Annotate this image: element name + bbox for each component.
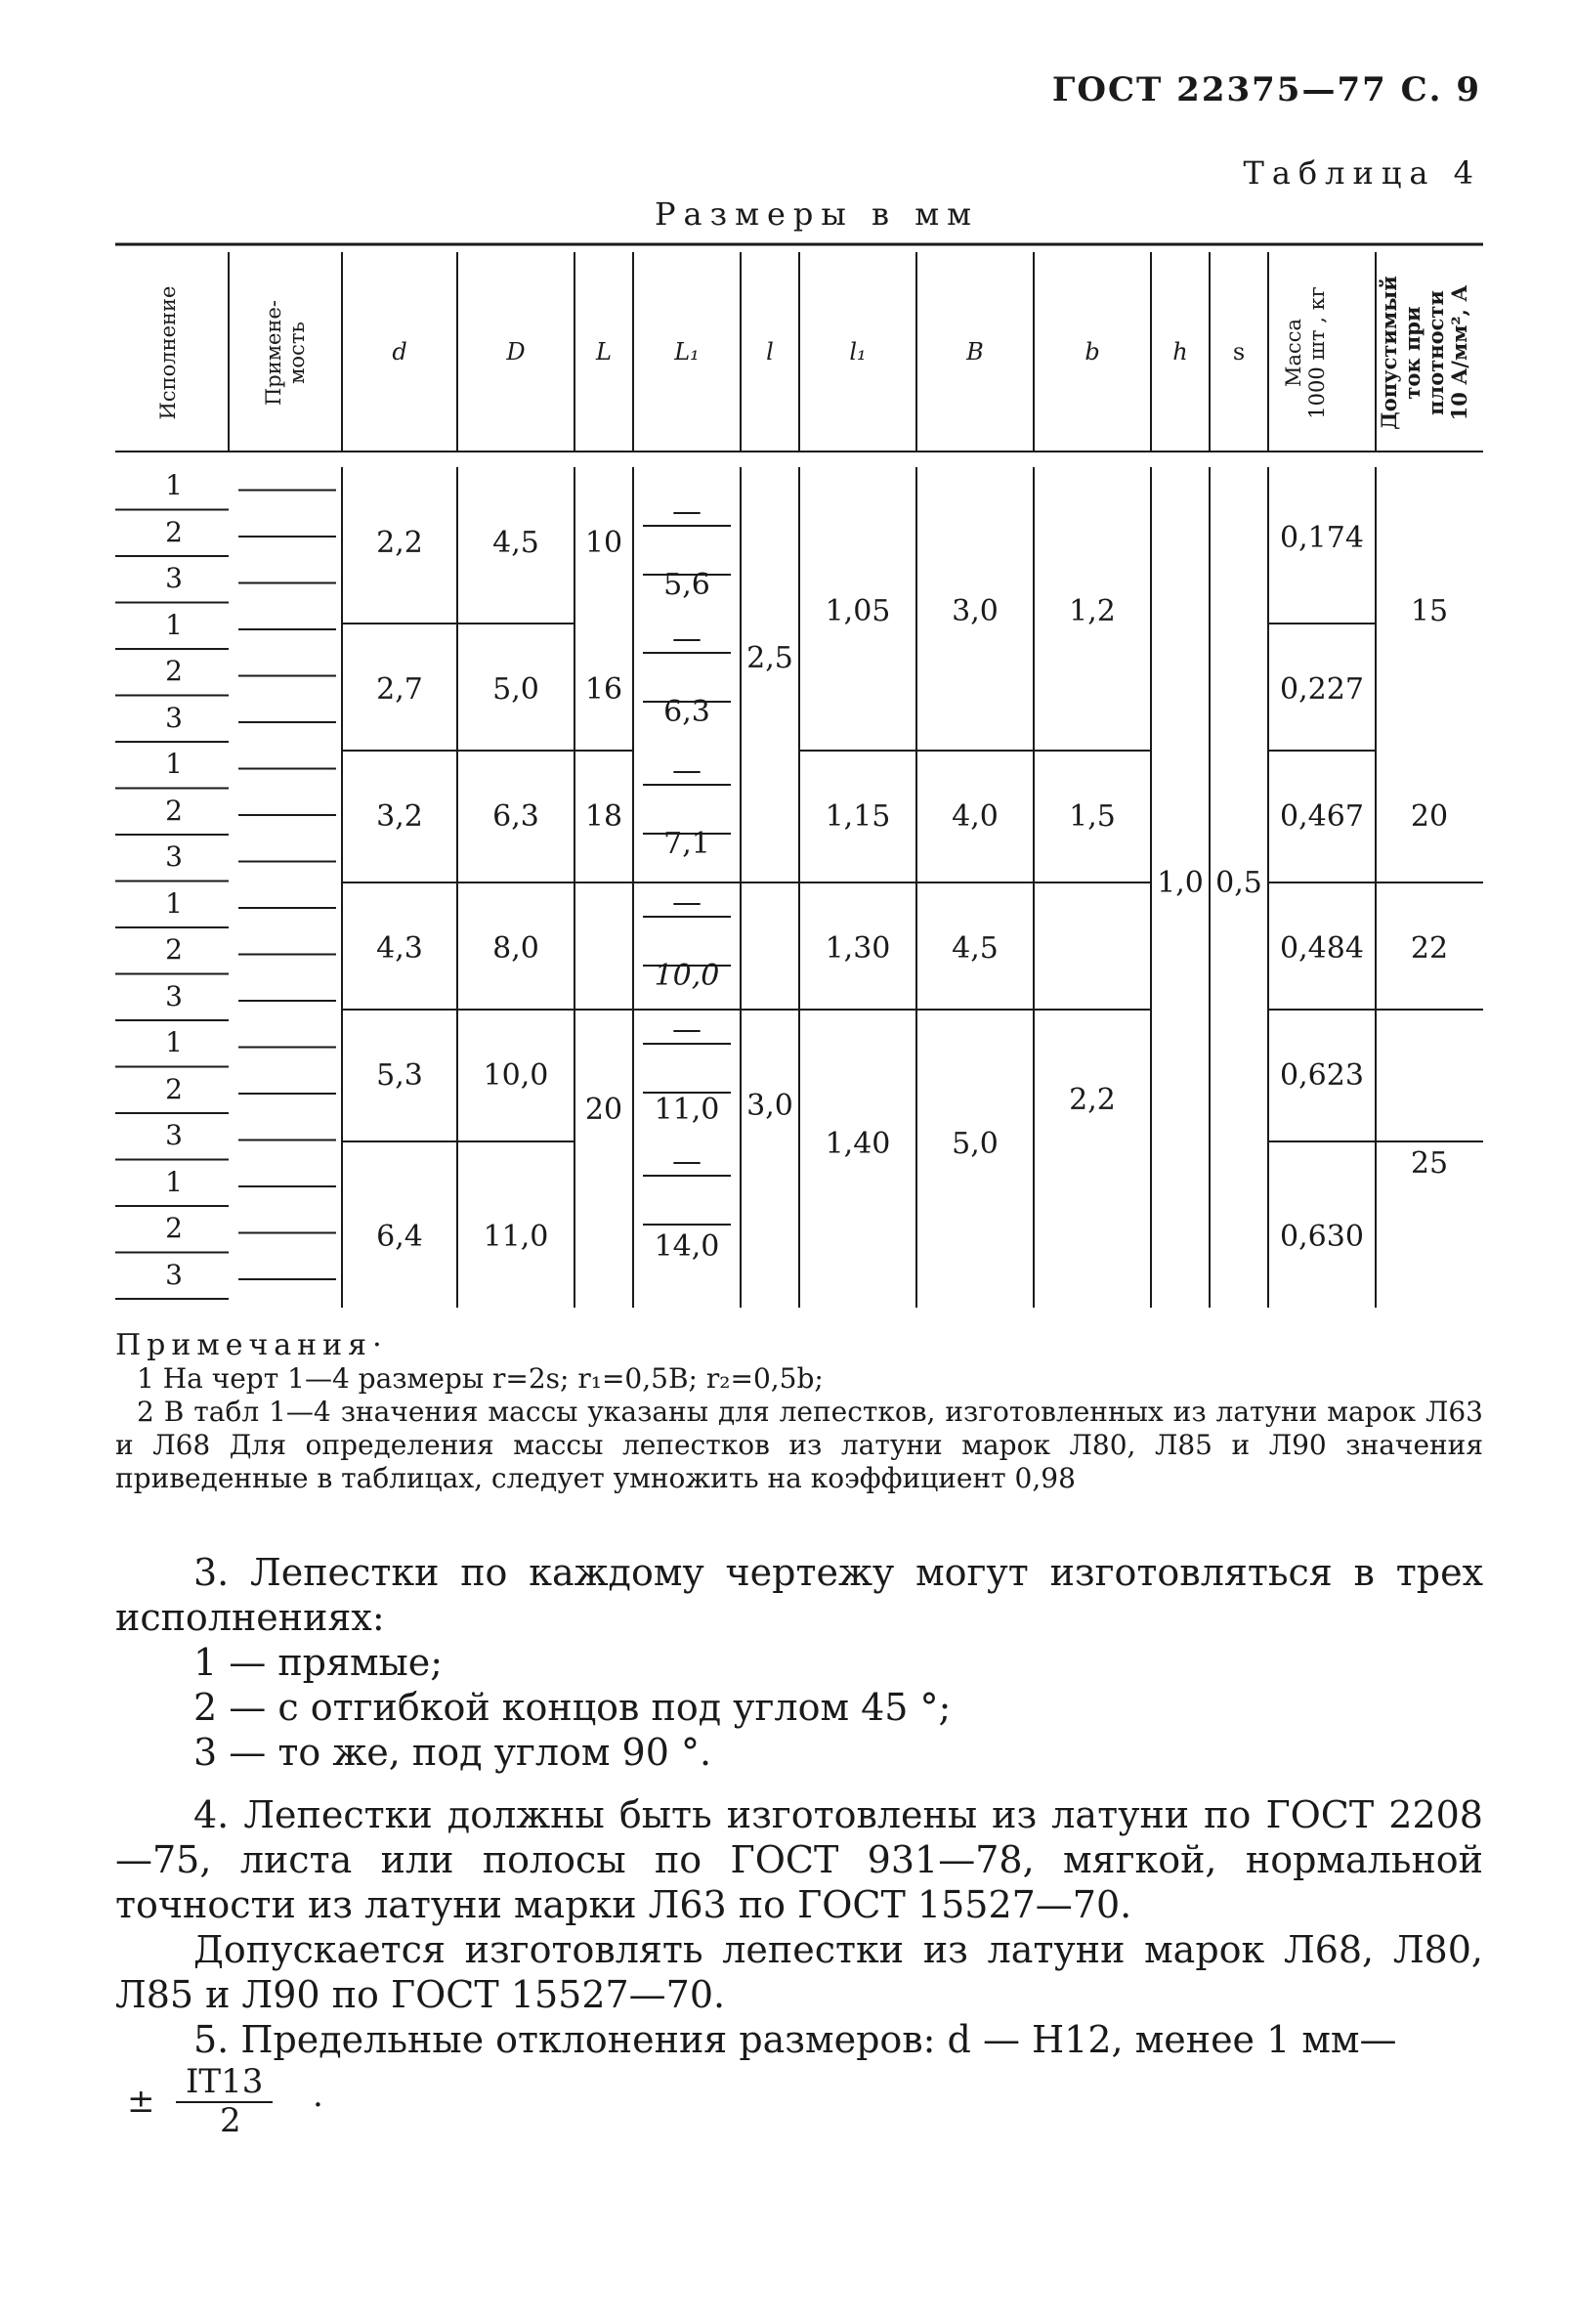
cell-mass: 0,467 xyxy=(1280,799,1364,834)
cell-current: 15 xyxy=(1410,594,1449,628)
cell-mass: 0,174 xyxy=(1280,521,1364,555)
notes-block xyxy=(115,1329,1483,1495)
cell-d: 2,2 xyxy=(376,526,423,560)
header-applicability: Примене- мость xyxy=(262,299,309,407)
cell-l1: 1,05 xyxy=(825,594,891,628)
cell-l1: 1,30 xyxy=(825,931,891,966)
cell-L1-dash: — xyxy=(672,622,702,656)
variant-number: 2 xyxy=(165,1072,183,1105)
body-text xyxy=(115,1550,1483,2062)
cell-d: 4,3 xyxy=(376,931,423,966)
cell-b: 2,2 xyxy=(1069,1083,1116,1117)
cell-current: 25 xyxy=(1410,1146,1449,1181)
cell-D: 5,0 xyxy=(492,672,539,707)
variant-number: 1 xyxy=(165,608,183,641)
cell-l: 2,5 xyxy=(746,641,793,675)
document-header: ГОСТ 22375—77 С. 9 xyxy=(1051,70,1481,109)
cell-L: 20 xyxy=(584,1093,623,1127)
cell-d: 2,7 xyxy=(376,672,423,707)
cell-s: 0,5 xyxy=(1215,866,1262,900)
cell-D: 4,5 xyxy=(492,526,539,560)
variant-number: 1 xyxy=(165,886,183,920)
cell-L1-dash: — xyxy=(672,1012,702,1047)
cell-l1: 1,40 xyxy=(825,1127,891,1161)
cell-B: 4,0 xyxy=(952,799,999,834)
cell-L1-dash: — xyxy=(672,1144,702,1179)
variant-number: 2 xyxy=(165,794,183,827)
list-item: 2 — с отгибкой концов под углом 45 °; xyxy=(193,1686,952,1729)
header-L1: L₁ xyxy=(674,338,700,366)
fraction-denominator: 2 xyxy=(220,2101,241,2140)
header-D: D xyxy=(506,338,526,366)
variant-number: 1 xyxy=(165,1026,183,1058)
cell-mass: 0,623 xyxy=(1280,1058,1364,1093)
variant-number: 3 xyxy=(165,701,183,734)
cell-d: 5,3 xyxy=(376,1058,423,1093)
header-B: B xyxy=(966,338,984,366)
list-item: 3 — то же, под углом 90 °. xyxy=(193,1731,712,1774)
cell-L: 18 xyxy=(584,799,623,834)
cell-L1-dash: — xyxy=(672,753,702,788)
header-d: d xyxy=(392,338,407,366)
header-variant: Исполнение xyxy=(156,285,180,420)
cell-b: 1,2 xyxy=(1069,594,1116,628)
fraction-tail: . xyxy=(313,2076,323,2115)
cell-mass: 0,630 xyxy=(1280,1220,1364,1254)
cell-L1: 6,3 xyxy=(663,695,710,729)
variant-number: 3 xyxy=(165,562,183,594)
variant-number: 2 xyxy=(165,1212,183,1244)
cell-l1: 1,15 xyxy=(825,799,891,834)
paragraph-3: 3. Лепестки по каждому чертежу могут изготовляться в трех исполнениях: xyxy=(115,1551,1483,1639)
cell-D: 10,0 xyxy=(483,1058,549,1093)
note-item: 1 На черт 1—4 размеры r=2s; r₁=0,5B; r₂=0,5b; xyxy=(137,1362,824,1395)
cell-D: 11,0 xyxy=(483,1220,549,1254)
list-item: 1 — прямые; xyxy=(193,1641,444,1684)
cell-L1: 10,0 xyxy=(654,959,720,993)
cell-h: 1,0 xyxy=(1157,866,1204,900)
variant-number: 3 xyxy=(165,840,183,873)
variant-number: 2 xyxy=(165,515,183,548)
cell-B: 5,0 xyxy=(952,1127,999,1161)
variant-number: 1 xyxy=(165,469,183,501)
cell-B: 4,5 xyxy=(952,931,999,966)
variant-number: 3 xyxy=(165,1258,183,1291)
header-l: l xyxy=(766,338,774,366)
cell-l: 3,0 xyxy=(746,1089,793,1123)
cell-mass: 0,227 xyxy=(1280,672,1364,707)
header-mass: Масса 1000 шт , кг xyxy=(1282,286,1329,419)
plus-minus-sign: ± xyxy=(127,2082,155,2121)
cell-L: 10 xyxy=(584,526,623,560)
variant-number: 2 xyxy=(165,933,183,966)
header-s: s xyxy=(1232,338,1246,366)
header-l1: l₁ xyxy=(849,338,867,366)
variant-number: 1 xyxy=(165,748,183,780)
cell-L1: 14,0 xyxy=(654,1229,720,1264)
notes-title: Примечания· xyxy=(115,1328,388,1362)
paragraph-4b: Допускается изготовлять лепестки из латуни марок Л68, Л80, Л85 и Л90 по ГОСТ 15527—70. xyxy=(115,1928,1483,2016)
cell-L1: 11,0 xyxy=(654,1093,720,1127)
header-L: L xyxy=(596,338,612,366)
cell-L1-dash: — xyxy=(672,495,702,529)
variant-number: 3 xyxy=(165,1119,183,1151)
variant-number: 3 xyxy=(165,979,183,1012)
variant-number: 1 xyxy=(165,1165,183,1198)
header-current: Допустимый ток при плотности 10 А/мм², А xyxy=(1377,276,1471,430)
cell-D: 6,3 xyxy=(492,799,539,834)
header-h: h xyxy=(1172,338,1188,366)
cell-current: 20 xyxy=(1410,799,1449,834)
cell-d: 3,2 xyxy=(376,799,423,834)
cell-b: 1,5 xyxy=(1069,799,1116,834)
fraction-numerator: IT13 xyxy=(176,2062,273,2103)
cell-L1: 7,1 xyxy=(663,827,710,861)
cell-B: 3,0 xyxy=(952,594,999,628)
table-label: Таблица 4 xyxy=(1243,154,1481,192)
paragraph-4: 4. Лепестки должны быть изготовлены из латуни по ГОСТ 2208—75, листа или полосы по ГОСТ 931—78, мягкой, нормальной точности из латуни марки Л63 по ГОСТ 15527—70. xyxy=(115,1793,1483,1926)
dimensions-table xyxy=(115,242,1483,1312)
cell-D: 8,0 xyxy=(492,931,539,966)
cell-L: 16 xyxy=(584,672,623,707)
cell-current: 22 xyxy=(1410,931,1449,966)
cell-mass: 0,484 xyxy=(1280,931,1364,966)
cell-d: 6,4 xyxy=(376,1220,423,1254)
cell-L1: 5,6 xyxy=(663,568,710,602)
cell-L1-dash: — xyxy=(672,885,702,920)
note-item: 2 В табл 1—4 значения массы указаны для лепестков, изготовленных из латуни марок Л63 и Л68 Для определения массы лепестков из латуни марок Л80, Л85 и Л90 значения приведенные в таблицах, следует умножить на коэффициент 0,98 xyxy=(115,1396,1483,1494)
units-caption: Размеры в мм xyxy=(655,195,979,233)
variant-number: 2 xyxy=(165,655,183,687)
header-b: b xyxy=(1085,338,1100,366)
paragraph-5: 5. Предельные отклонения размеров: d — H12, менее 1 мм— xyxy=(193,2018,1397,2061)
